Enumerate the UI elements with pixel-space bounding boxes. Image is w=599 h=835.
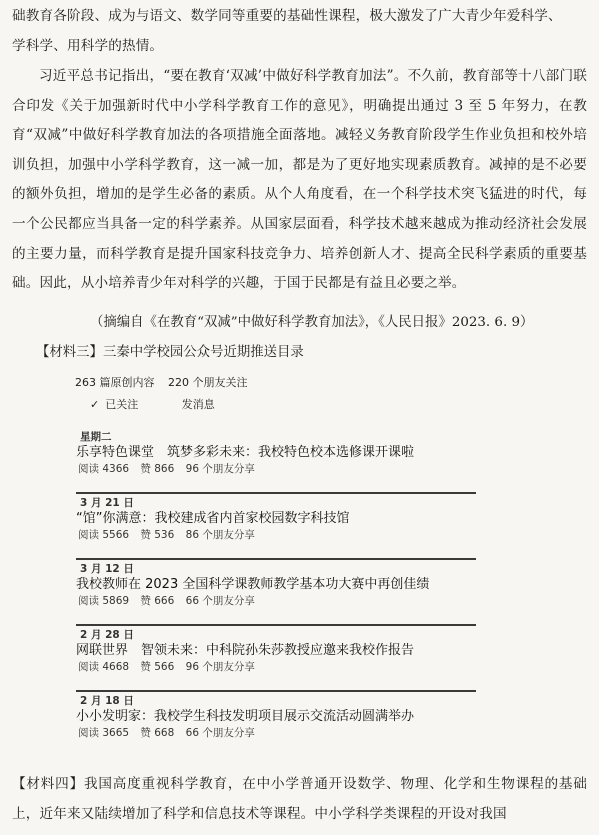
divider: [76, 624, 476, 626]
post-title[interactable]: 小小发明家：我校学生科技发明项目展示交流活动圆满举办: [76, 709, 415, 724]
like-count: 赞 866: [140, 463, 175, 475]
post-stats: [78, 528, 516, 542]
intro-line-1: 础教育各阶段、成为与语文、数学同等重要的基础性课程，极大激发了广大青少年爱科学、: [12, 8, 562, 24]
like-count: 赞 666: [140, 595, 175, 607]
post-date: 2 月 28 日: [80, 629, 134, 641]
account-actions: [90, 396, 215, 412]
share-count: 66 个朋友分享: [185, 727, 255, 739]
like-count: 赞 566: [140, 661, 175, 673]
intro-paragraph: [12, 2, 587, 61]
send-message-button[interactable]: 发消息: [181, 398, 215, 411]
read-count: 阅读 5869: [78, 595, 130, 607]
share-count: 96 个朋友分享: [185, 463, 255, 475]
followed-label: 已关注: [105, 398, 139, 411]
quote-paragraph: 习近平总书记指出，“要在教育‘双减’中做好科学教育加法”。不久前，教育部等十八部门联合印发《关于加强新时代中小学科学教育工作的意见》，明确提出通过 3 至 5 年努力，在教育“双减”中做好科学教育加法的各项措施全面落地。减轻义务教育阶段学生作业负担和校外培训负担，加强中小学科学教育，这一减一加，都是为了更好地实现素质教育。减掉的是不必要的额外负担，增加的是学生必备的素质。从个人角度看，在一个科学技术突飞猛进的时代，每一个公民都应当具备一定的科学素养。从国家层面看，科学技术越来越成为推动经济社会发展的主要力量，而科学教育是提升国家科技竞争力、培养创新人才、提高全民科学素质的重要基础。因此，从小培养青少年对科学的兴趣，于国于民都是有益且必要之举。: [12, 68, 587, 292]
share-count: 86 个朋友分享: [185, 529, 255, 541]
account-stats: [75, 374, 258, 390]
post-item[interactable]: [76, 628, 516, 694]
post-stats: [78, 726, 516, 740]
post-title[interactable]: 乐享特色课堂 筑梦多彩未来：我校特色校本选修课开课啦: [76, 445, 415, 460]
followed-button[interactable]: [90, 396, 138, 412]
post-date: 2 月 18 日: [80, 695, 134, 707]
post-item[interactable]: [76, 562, 516, 628]
divider: [76, 558, 476, 560]
post-item[interactable]: [76, 430, 516, 496]
post-list: [76, 430, 516, 760]
post-date: 3 月 12 日: [80, 563, 134, 575]
original-articles-count: 263 篇原创内容: [75, 376, 155, 389]
material3-heading: 【材料三】三秦中学校园公众号近期推送目录: [36, 345, 304, 360]
read-count: 阅读 4366: [78, 463, 130, 475]
divider: [76, 492, 476, 494]
post-stats: [78, 660, 516, 674]
post-stats: [78, 462, 516, 476]
post-title[interactable]: 我校教师在 2023 全国科学课教师教学基本功大赛中再创佳绩: [76, 577, 430, 592]
post-date: 星期二: [80, 431, 112, 443]
intro-line-2: 学科学、用科学的热情。: [12, 37, 164, 54]
post-item[interactable]: [76, 496, 516, 562]
read-count: 阅读 3665: [78, 727, 130, 739]
read-count: 阅读 5566: [78, 529, 130, 541]
post-title[interactable]: 网联世界 智领未来：中科院孙朱莎教授应邀来我校作报告: [76, 643, 415, 658]
share-count: 66 个朋友分享: [185, 595, 255, 607]
post-date: 3 月 21 日: [80, 497, 134, 509]
followers-count: 220 个朋友关注: [168, 376, 248, 389]
post-item[interactable]: [76, 694, 516, 760]
share-count: 96 个朋友分享: [185, 661, 255, 673]
read-count: 阅读 4668: [78, 661, 130, 673]
check-icon: ✓: [90, 398, 100, 411]
like-count: 赞 536: [140, 529, 175, 541]
divider: [76, 690, 476, 692]
like-count: 赞 668: [140, 727, 175, 739]
post-title[interactable]: “馆”你满意：我校建成省内首家校园数字科技馆: [76, 511, 350, 526]
post-stats: [78, 594, 516, 608]
material4-paragraph: 【材料四】我国高度重视科学教育，在中小学普通开设数学、物理、化学和生物课程的基础上，近年来又陆续增加了科学和信息技术等课程。中小学科学类课程的开设对我国: [12, 776, 587, 822]
citation: （摘编自《在教育“双减”中做好科学教育加法》，《人民日报》2023. 6. 9）: [90, 315, 534, 330]
